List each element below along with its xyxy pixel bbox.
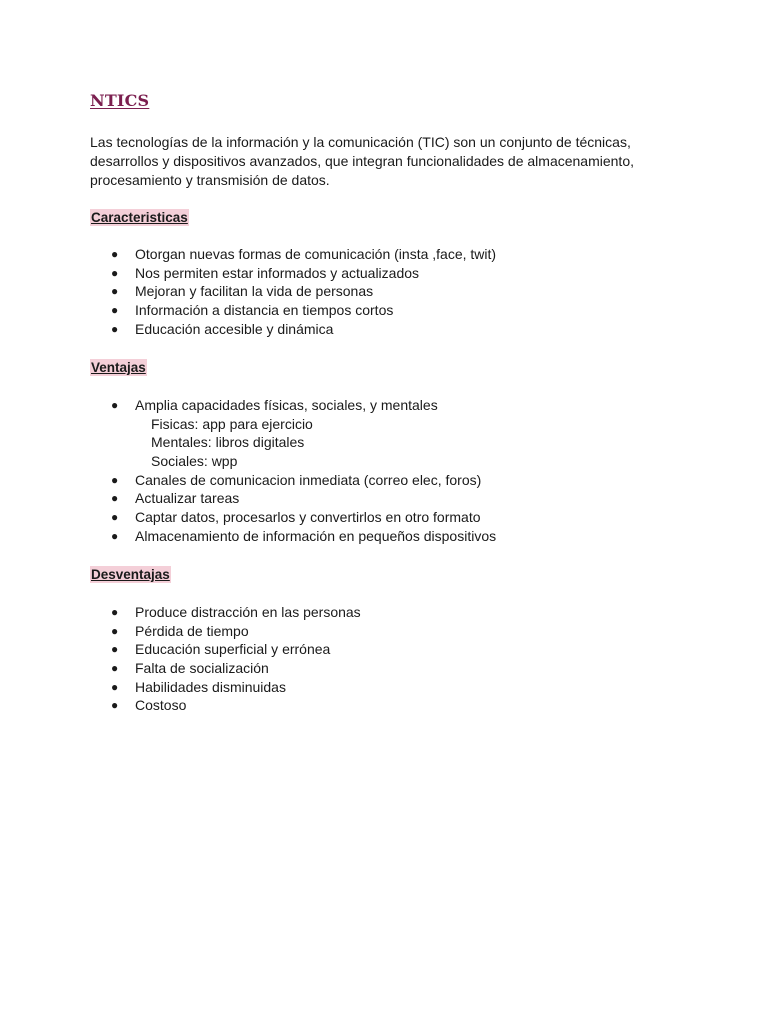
intro-line: desarrollos y dispositivos avanzados, que integran funcionalidades de almacenamiento, xyxy=(90,153,634,169)
list-item: ● Nos permiten estar informados y actualizados xyxy=(111,264,420,281)
bullet-icon: ● xyxy=(111,642,119,657)
list-item: ● Actualizar tareas xyxy=(111,490,240,507)
bullet-icon: ● xyxy=(111,472,119,487)
list-item: ● Almacenamiento de información en pequeños dispositivos xyxy=(111,527,497,544)
bullet-icon: ● xyxy=(111,698,119,713)
caracteristicas-list xyxy=(90,245,496,338)
bullet-icon: ● xyxy=(111,605,119,619)
bullet-icon: ● xyxy=(111,247,119,261)
bullet-icon: ● xyxy=(111,491,119,506)
bullet-icon: ● xyxy=(111,528,119,543)
ventajas-heading: Ventajas xyxy=(91,360,146,375)
list-item: ● Produce distracción en las personas xyxy=(111,604,361,620)
bullet-icon: ● xyxy=(111,623,119,638)
intro-line: Las tecnologías de la información y la comunicación (TIC) son un conjunto de técnicas, xyxy=(90,134,631,150)
bullet-icon: ● xyxy=(111,303,119,318)
list-item: ● Captar datos, procesarlos y convertirlos en otro formato xyxy=(111,509,481,526)
intro-line: procesamiento y transmisión de datos. xyxy=(90,172,330,188)
list-item: ● Falta de socialización xyxy=(111,660,269,677)
list-item: ● Educación superficial y errónea xyxy=(111,641,331,658)
intro-paragraph xyxy=(90,133,690,190)
list-item: ● Educación accesible y dinámica xyxy=(111,320,334,337)
sub-list-item: Fisicas: app para ejercicio xyxy=(151,415,313,432)
ventajas-list xyxy=(90,396,496,546)
list-item: ● Pérdida de tiempo xyxy=(111,622,249,639)
desventajas-heading: Desventajas xyxy=(91,567,170,582)
bullet-icon: ● xyxy=(111,510,119,525)
list-item: ● Amplia capacidades físicas, sociales, y mentales Fisicas: app para ejercicio Mentales: libros digitales Sociales: wpp xyxy=(90,396,496,471)
bullet-icon: ● xyxy=(111,265,119,280)
sub-list-item: Sociales: wpp xyxy=(151,453,238,470)
document-title: NTICS xyxy=(90,91,150,110)
list-item: ● Habilidades disminuidas xyxy=(111,678,286,695)
caracteristicas-heading: Caracteristicas xyxy=(91,210,188,225)
list-item: ● Otorgan nuevas formas de comunicación (insta ,face, twit) xyxy=(111,246,497,262)
list-item: ● Información a distancia en tiempos cortos xyxy=(111,302,394,319)
list-item: ● Mejoran y facilitan la vida de personas xyxy=(111,283,374,300)
desventajas-list xyxy=(90,603,361,715)
bullet-icon: ● xyxy=(111,679,119,694)
bullet-icon: ● xyxy=(111,284,119,299)
sub-list-item: Mentales: libros digitales xyxy=(151,434,305,451)
list-item: ● Costoso xyxy=(111,697,187,714)
bullet-icon: ● xyxy=(111,398,119,412)
list-item: ● Canales de comunicacion inmediata (correo elec, foros) xyxy=(111,471,482,488)
bullet-icon: ● xyxy=(111,321,119,336)
bullet-icon: ● xyxy=(111,661,119,676)
